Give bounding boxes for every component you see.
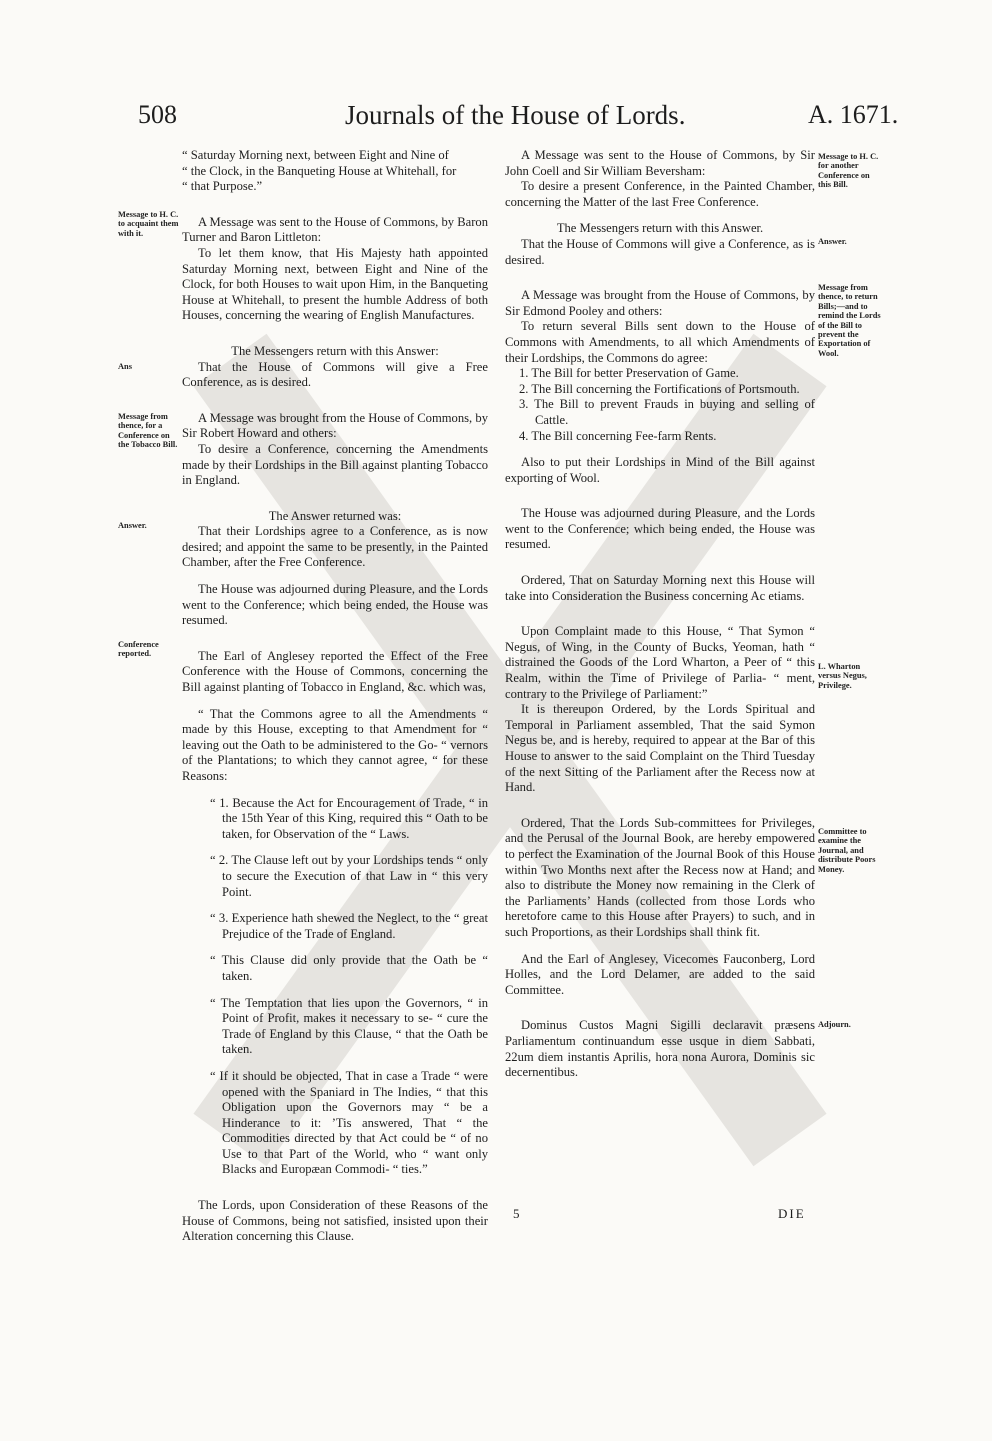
paragraph: It is thereupon Ordered, by the Lords Spiritual and Temporal in Parliament assembled, That the said Symon Negus be, and is hereby, required to appear at the Bar of this House to answer to the said Complaint on the Third Tuesday of the next Sitting of the Parliament after the Recess now at Hand.	[505, 702, 815, 795]
page-title: Journals of the House of Lords.	[345, 100, 686, 130]
paragraph: “ Saturday Morning next, between Eight and Nine of	[182, 148, 449, 162]
catchword: DIE	[778, 1206, 806, 1221]
paragraph: That the House of Commons will give a Conference, as is desired.	[505, 236, 815, 267]
paragraph: Upon Complaint made to this House, “ That Symon “ Negus, of Wing, in the County of Bucks, Yeoman, hath “ distrained the Goods of the Lord Wharton, a Peer of “ this Realm, within the Time of Privilege of Parlia- “ ment, contrary to the Privilege of Parliament:”	[505, 624, 815, 701]
paragraph: “ the Clock, in the Banqueting House at Whitehall, for	[182, 163, 457, 178]
quotation: “ If it should be objected, That in case a Trade “ were opened with the Spaniard in The Indies, “ that this Obligation upon the Governors may “ be a Hinderance to it: ’Tis answered, That “ the Commodities directed by that Act could be “ of no Use to that Part of the World, who “ want only Blacks and Europæan Commodi- “ ties.”	[210, 1068, 488, 1177]
quotation: “ The Temptation that lies upon the Governors, “ in Point of Profit, makes it necessary to se- “ cure the Trade of England by this Clause, “ that the Oath be taken.	[210, 995, 488, 1057]
quotation: “ This Clause did only provide that the Oath be “ taken.	[210, 953, 488, 983]
paragraph: A Message was sent to the House of Commons, by Baron Turner and Baron Littleton:	[182, 214, 488, 245]
list-item: 3. The Bill to prevent Frauds in buying and selling of Cattle.	[519, 397, 815, 427]
list-item: 4. The Bill concerning Fee-farm Rents.	[519, 428, 717, 443]
paragraph: Ordered, That the Lords Sub-committees for Privileges, and the Perusal of the Journal Book, are hereby empowered to perfect the Examination of the Journal Book of this House within Two Months next after the Recess now at Hand; and also to distribute the Money now remaining in the Clerk of the Parliaments’ Hands (collected from those Lords who heretofore came to this House after Prayers) to such, and in such Proportions, as their Lordships shall think fit.	[505, 815, 815, 939]
margin-note: Answer.	[818, 237, 847, 246]
margin-note: Conference reported.	[118, 640, 159, 659]
quotation: “ 3. Experience hath shewed the Neglect, to the “ great Prejudice of the Trade of England.	[210, 911, 488, 941]
margin-note: Message from thence, to return Bills;—and to remind the Lords of the Bill to prevent the Exportation of Wool.	[818, 283, 881, 358]
paragraph: A Message was brought from the House of Commons, by Sir Robert Howard and others:	[182, 410, 488, 441]
paragraph: “ that Purpose.”	[182, 179, 263, 194]
list-item: 2. The Bill concerning the Fortifications of Portsmouth.	[519, 381, 800, 396]
right-column	[505, 148, 815, 1081]
paragraph: Also to put their Lordships in Mind of the Bill against exporting of Wool.	[505, 455, 815, 485]
margin-note: Adjourn.	[818, 1020, 851, 1029]
paragraph: The House was adjourned during Pleasure, and the Lords went to the Conference; which being ended, the House was resumed.	[182, 582, 488, 628]
margin-note: Ans	[118, 362, 132, 371]
paragraph: The Messengers return with this Answer.	[556, 221, 764, 236]
margin-note: Committee to examine the Journal, and distribute Poors Money.	[818, 827, 876, 874]
paragraph: To desire a Conference, concerning the Amendments made by their Lordships in the Bill against planting Tobacco in England.	[182, 441, 488, 488]
margin-note: L. Wharton versus Negus, Privilege.	[818, 662, 867, 690]
margin-note: Answer.	[118, 521, 147, 530]
list-item: 1. The Bill for better Preservation of Game.	[519, 366, 739, 381]
paragraph: To desire a present Conference, in the Painted Chamber, concerning the Matter of the last Free Conference.	[505, 179, 815, 209]
page-year: A. 1671.	[808, 100, 899, 129]
margin-note: Message to H. C. for another Conference on this Bill.	[818, 152, 879, 190]
paragraph: To return several Bills sent down to the House of Commons with Amendments, to all which Amendments of their Lordships, the Commons do agree:	[505, 319, 815, 365]
left-column	[182, 148, 488, 1245]
signature-mark: 5	[513, 1206, 520, 1221]
paragraph: And the Earl of Anglesey, Vicecomes Fauconberg, Lord Holles, and the Lord Delamer, are added to the said Committee.	[505, 951, 815, 997]
paragraph: The Lords, upon Consideration of these Reasons of the House of Commons, being not satisfied, insisted upon their Alteration concerning this Clause.	[182, 1198, 488, 1244]
paragraph: The House was adjourned during Pleasure, and the Lords went to the Conference; which being ended, the House was resumed.	[505, 506, 815, 552]
quotation: “ 1. Because the Act for Encouragement of Trade, “ in the 15th Year of this King, required this “ Oath to be taken, for Observation of the “ Laws.	[210, 795, 488, 841]
margin-note: Message from thence, for a Conference on the Tobacco Bill.	[118, 412, 178, 450]
paragraph: To let them know, that His Majesty hath appointed Saturday Morning next, between Eight and Nine of the Clock, for both Houses to wait upon Him, in the Banqueting House at Whitehall, to present the humble Address of both Houses, concerning the wearing of English Manufactures.	[182, 245, 488, 323]
page-number: 508	[138, 100, 177, 129]
paragraph: That their Lordships agree to a Conference, as is now desired; and appoint the same to be presently, in the Painted Chamber, after the Free Conference.	[182, 524, 488, 570]
paragraph: That the House of Commons will give a Free Conference, as is desired.	[182, 359, 488, 390]
paragraph: Ordered, That on Saturday Morning next this House will take into Consideration the Business concerning Ac etiams.	[505, 573, 815, 603]
quotation: “ 2. The Clause left out by your Lordships tends “ only to secure the Execution of that Law in “ this very Point.	[210, 853, 488, 899]
paragraph: Dominus Custos Magni Sigilli declaravit præsens Parliamentum continuandum esse usque in diem Sabbati, 22um diem instantis Aprilis, hora nona Aurora, Dominis sic decernentibus.	[505, 1018, 815, 1080]
paragraph: The Answer returned was:	[268, 508, 402, 523]
paragraph: The Earl of Anglesey reported the Effect of the Free Conference with the House of Commons, concerning the Bill against planting of Tobacco in England, &c. which was,	[182, 648, 488, 695]
quotation: “ That the Commons agree to all the Amendments “ made by this House, excepting to that Amendment for “ leaving out the Oath to be administered to the Go- “ vernors of the Plantations; to which they cannot agree, “ for these Reasons:	[182, 706, 488, 783]
margin-note: Message to H. C. to acquaint them with it.	[118, 210, 179, 238]
paragraph: A Message was brought from the House of Commons, by Sir Edmond Pooley and others:	[505, 288, 815, 318]
paragraph: The Messengers return with this Answer:	[231, 343, 439, 358]
paragraph: A Message was sent to the House of Commons, by Sir John Coell and Sir William Beversham:	[505, 148, 815, 178]
